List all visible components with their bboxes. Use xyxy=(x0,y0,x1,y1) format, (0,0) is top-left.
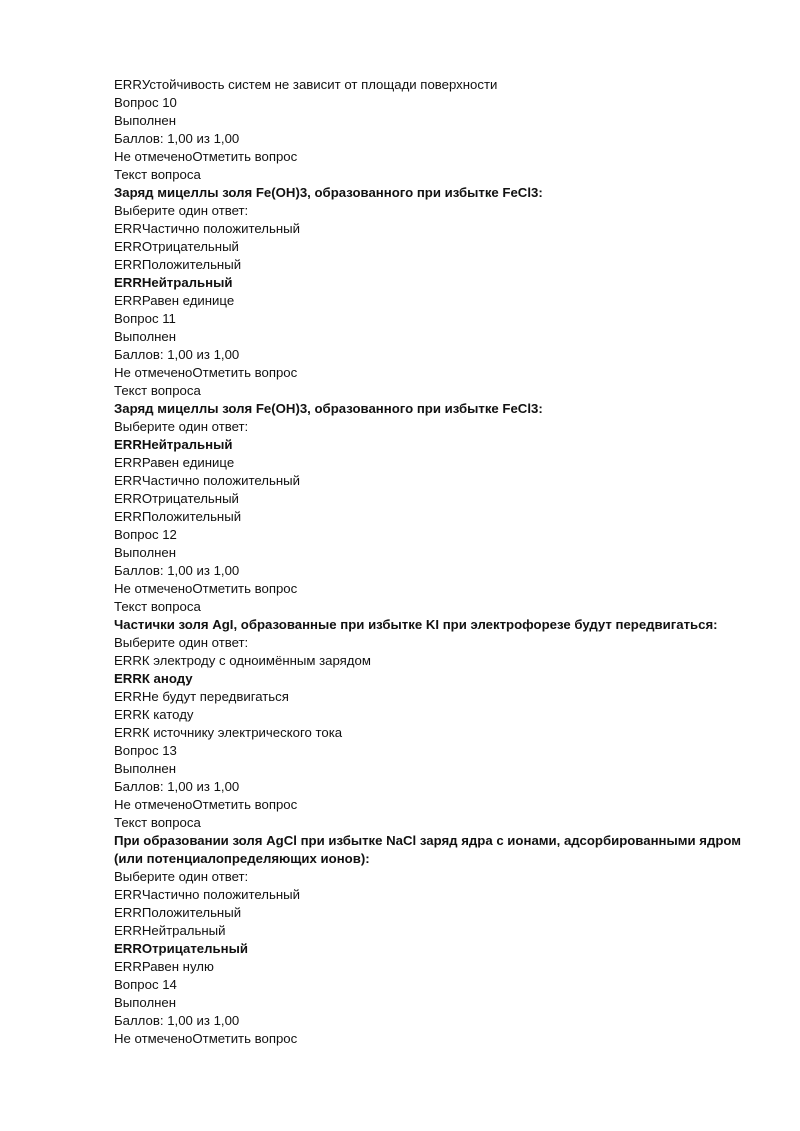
document-line: ERRК источнику электрического тока xyxy=(114,725,343,740)
document-line: ERRЧастично положительный xyxy=(114,887,301,902)
document-line: Вопрос 13 xyxy=(114,743,177,758)
document-line: Выполнен xyxy=(114,995,177,1010)
document-line: ERRПоложительный xyxy=(114,509,242,524)
document-line: ERRПоложительный xyxy=(114,257,242,272)
document-line: ERRОтрицательный xyxy=(114,491,239,506)
document-line: Выберите один ответ: xyxy=(114,203,249,218)
document-line: Выберите один ответ: xyxy=(114,419,249,434)
document-line: ERRПоложительный xyxy=(114,905,242,920)
document-line: Вопрос 10 xyxy=(114,95,177,110)
document-line: Выберите один ответ: xyxy=(114,635,249,650)
document-line: ERRНейтральный xyxy=(114,923,226,938)
document-line: Вопрос 14 xyxy=(114,977,177,992)
document-line: ERRК катоду xyxy=(114,707,194,722)
document-line-bold: При образовании золя AgCl при избытке NaCl заряд ядра с ионами, адсорбированными ядром (или потенциалопределяющих ионов): xyxy=(114,833,742,866)
document-line: ERRРавен единице xyxy=(114,293,235,308)
document-line: Вопрос 12 xyxy=(114,527,177,542)
document-line: Не отмеченоОтметить вопрос xyxy=(114,1031,298,1046)
document-line: Вопрос 11 xyxy=(114,311,176,326)
document-line: Баллов: 1,00 из 1,00 xyxy=(114,563,240,578)
document-page xyxy=(114,76,764,1048)
document-line: Выполнен xyxy=(114,545,177,560)
document-line: ERRРавен нулю xyxy=(114,959,214,974)
document-line: ERRОтрицательный xyxy=(114,239,239,254)
document-line-bold: ERRОтрицательный xyxy=(114,941,248,956)
document-line: ERRУстойчивость систем не зависит от площади поверхности xyxy=(114,77,498,92)
document-line: Выберите один ответ: xyxy=(114,869,249,884)
document-line: Баллов: 1,00 из 1,00 xyxy=(114,1013,240,1028)
document-line: ERRНе будут передвигаться xyxy=(114,689,289,704)
document-line: Текст вопроса xyxy=(114,815,201,830)
document-line: ERRЧастично положительный xyxy=(114,221,301,236)
document-line-bold: ERRНейтральный xyxy=(114,275,233,290)
document-line: Баллов: 1,00 из 1,00 xyxy=(114,347,240,362)
document-line-bold: ERRК аноду xyxy=(114,671,193,686)
document-line: ERRК электроду с одноимённым зарядом xyxy=(114,653,371,668)
document-line: Выполнен xyxy=(114,761,177,776)
document-line: Баллов: 1,00 из 1,00 xyxy=(114,131,240,146)
document-line: Выполнен xyxy=(114,329,177,344)
document-line-bold: Частички золя AgI, образованные при избытке KI при электрофорезе будут передвигаться: xyxy=(114,617,718,632)
document-line: ERRРавен единице xyxy=(114,455,235,470)
document-line: Текст вопроса xyxy=(114,383,201,398)
document-line-bold: Заряд мицеллы золя Fe(OH)3, образованного при избытке FeCl3: xyxy=(114,401,543,416)
document-line: Не отмеченоОтметить вопрос xyxy=(114,149,298,164)
document-line: Не отмеченоОтметить вопрос xyxy=(114,797,298,812)
document-line: Баллов: 1,00 из 1,00 xyxy=(114,779,240,794)
document-line-bold: ERRНейтральный xyxy=(114,437,233,452)
document-line: Не отмеченоОтметить вопрос xyxy=(114,581,298,596)
document-line: Текст вопроса xyxy=(114,599,201,614)
document-line: ERRЧастично положительный xyxy=(114,473,301,488)
document-line: Текст вопроса xyxy=(114,167,201,182)
document-line: Не отмеченоОтметить вопрос xyxy=(114,365,298,380)
document-line-bold: Заряд мицеллы золя Fe(OH)3, образованного при избытке FeCl3: xyxy=(114,185,543,200)
document-line: Выполнен xyxy=(114,113,177,128)
